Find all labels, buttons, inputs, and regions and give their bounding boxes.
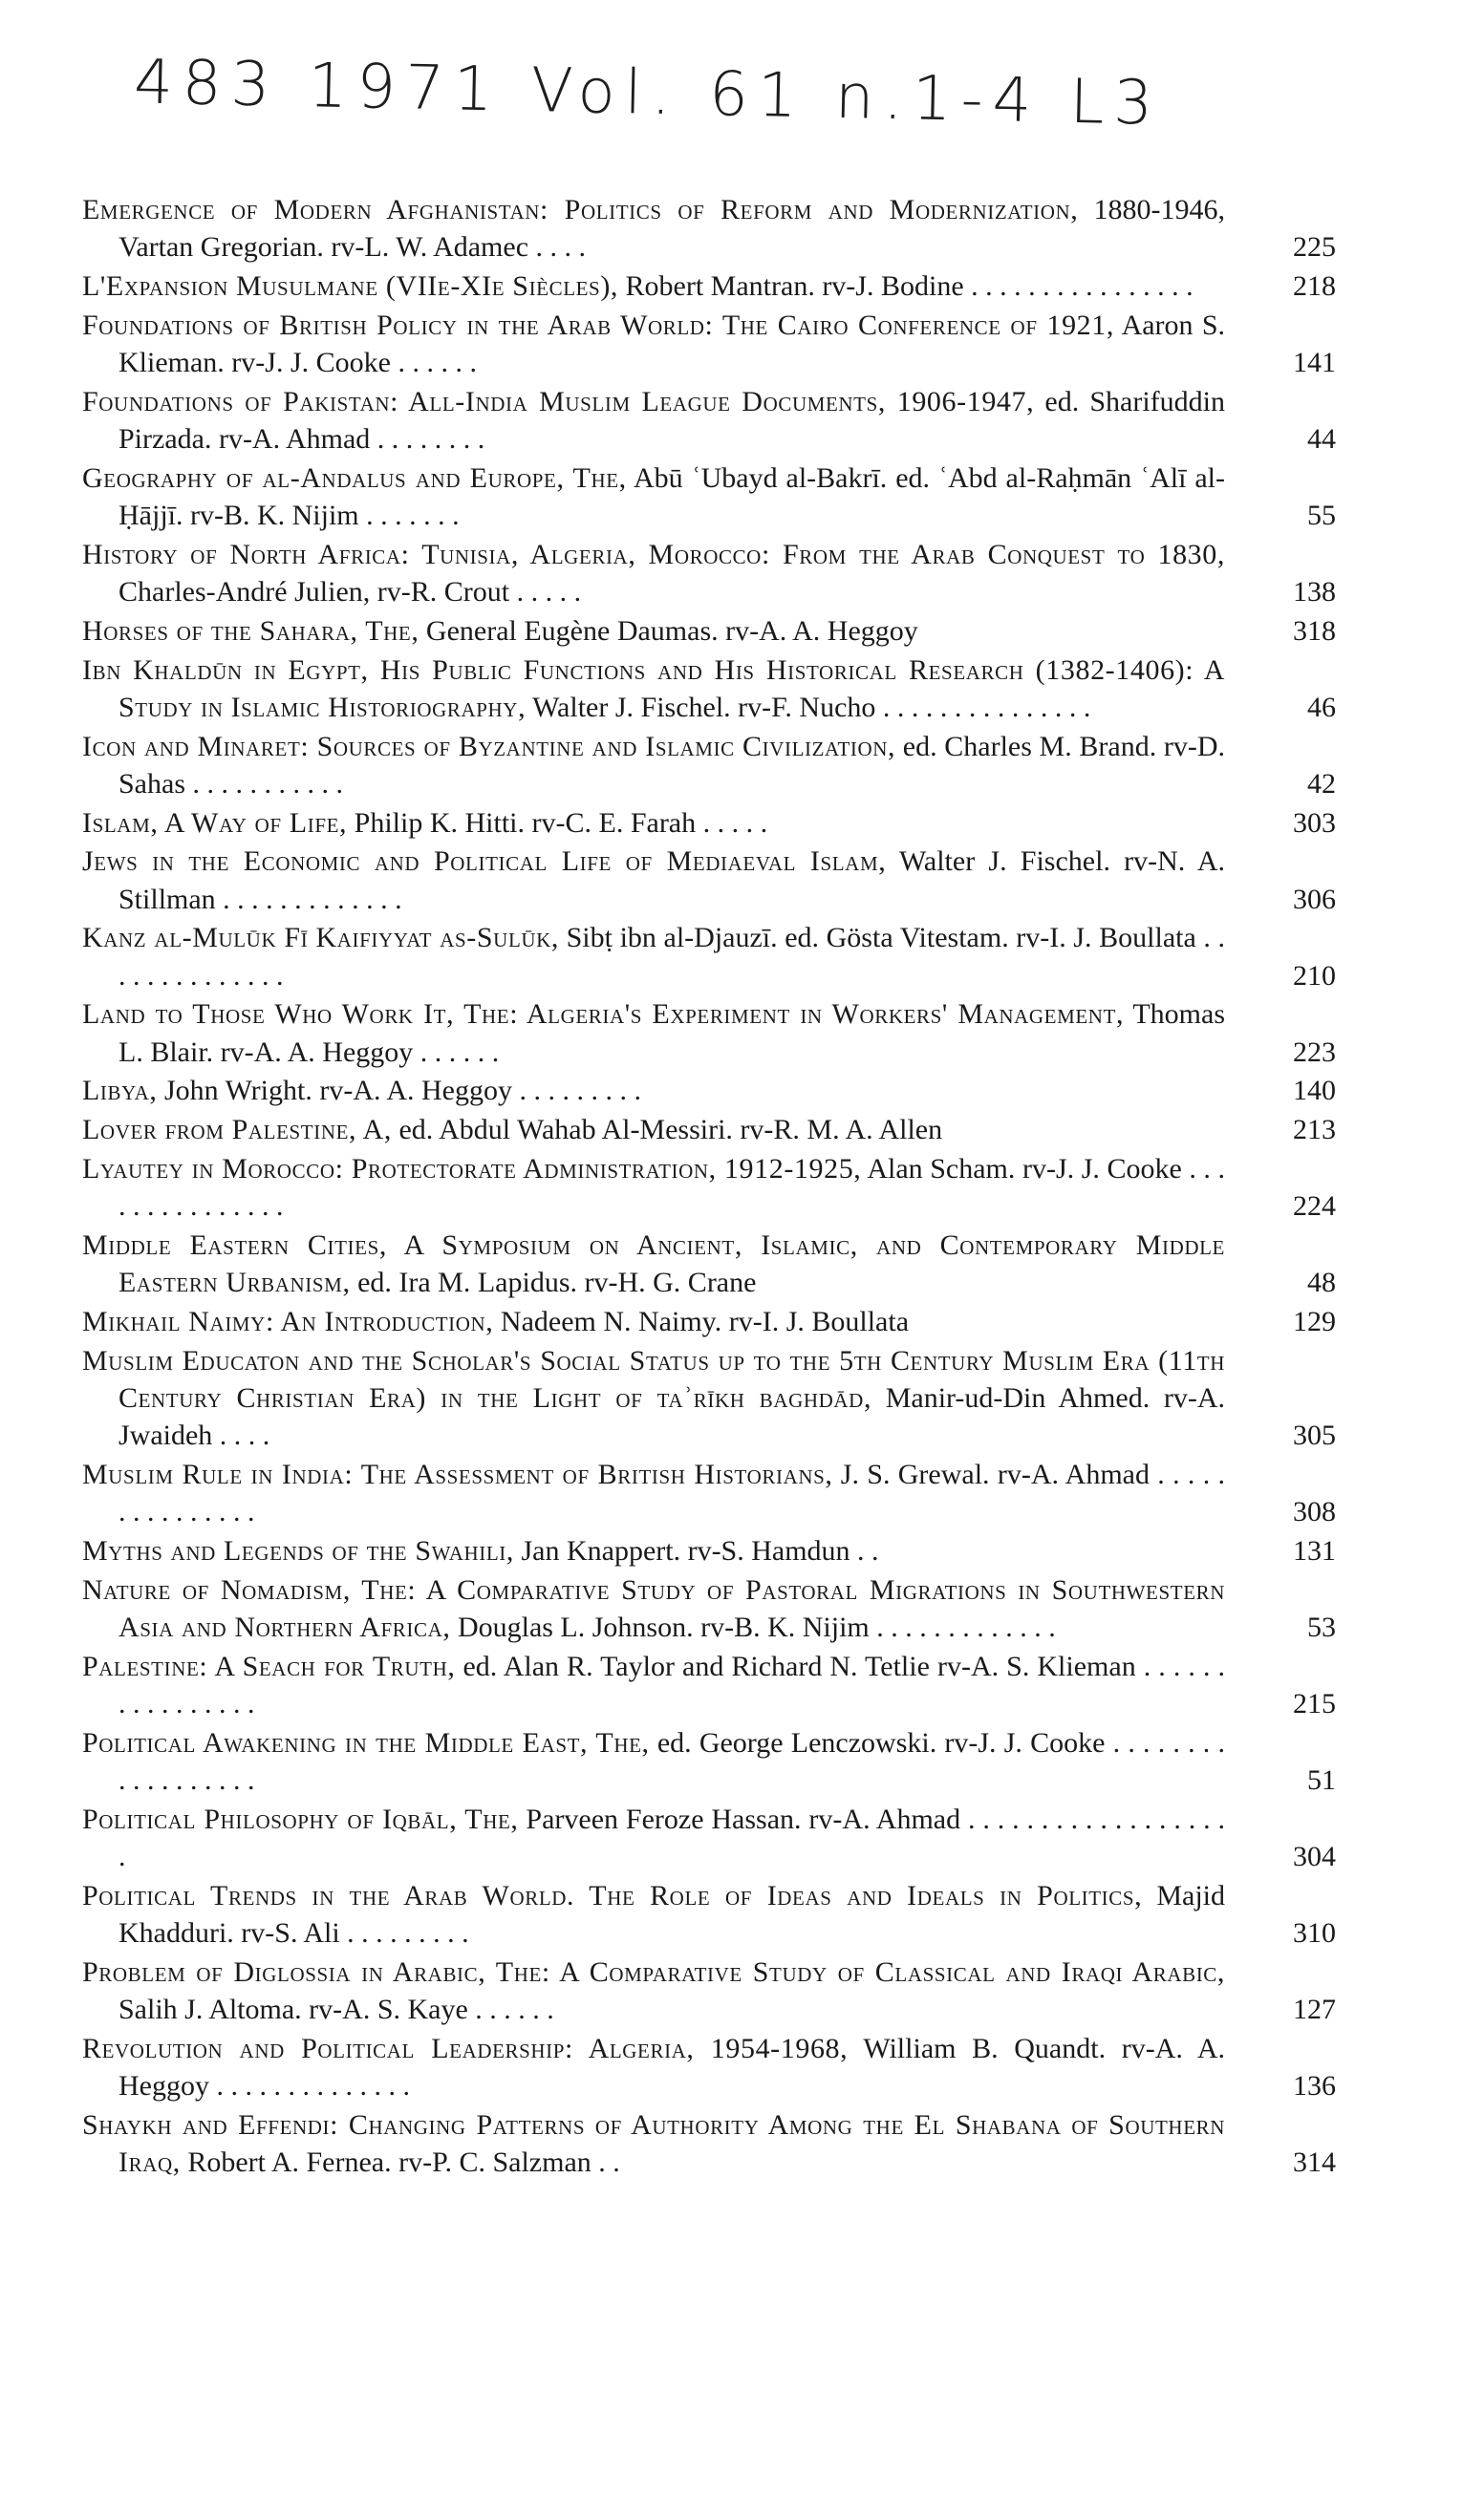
entry-title: Lyautey in Morocco: Protectorate Administration, 1912-1925,: [82, 1152, 862, 1185]
entry-title: Nature of Nomadism, The: A Comparative Study of Pastoral Migrations in Southwestern Asia and Northern Africa,: [82, 1573, 1225, 1643]
entry-details: Philip K. Hitti. rv-C. E. Farah . . . . .: [347, 806, 768, 839]
entry-details: 1880-1946, Vartan Gregorian. rv-L. W. Adamec . . . .: [118, 194, 1225, 264]
entry-title: Islam, A Way of Life,: [82, 806, 348, 839]
page-number: 140: [1293, 1075, 1336, 1107]
page-number: 55: [1307, 500, 1336, 531]
entry-title: Foundations of Pakistan: All-India Muslim League Documents, 1906-1947,: [82, 385, 1035, 417]
handwritten-call-number: 483 1971 Vol. 61 n.1-4 L3: [133, 47, 1163, 139]
entry-details: ed. Charles M. Brand. rv-D. Sahas . . . . . . . . . . .: [118, 730, 1225, 800]
index-entry: [82, 1571, 1336, 1646]
index-entry: [82, 1532, 1336, 1570]
index-entry: [82, 919, 1336, 993]
page-number: 129: [1293, 1305, 1336, 1337]
index-entry: [82, 843, 1336, 917]
entry-details: Robert A. Fernea. rv-P. C. Salzman . .: [180, 2146, 620, 2178]
entry-details: Douglas L. Johnson. rv-B. K. Nijim . . . . . . . . . . . . .: [450, 1611, 1056, 1643]
entry-details: J. S. Grewal. rv-A. Ahmad . . . . . . . . . . . . . . .: [118, 1458, 1225, 1528]
entry-details: ed. Abdul Wahab Al-Messiri. rv-R. M. A. Allen: [391, 1114, 943, 1146]
page-number: 310: [1293, 1916, 1336, 1949]
index-entry: [82, 804, 1336, 842]
index-entry: [82, 1456, 1336, 1530]
page-number: 225: [1293, 231, 1336, 264]
page-number: 48: [1307, 1267, 1336, 1299]
page-number: 306: [1293, 883, 1336, 915]
index-entry: [82, 1724, 1336, 1799]
page-number: 53: [1307, 1611, 1336, 1643]
index-entry: [82, 383, 1336, 458]
page-number: 303: [1293, 806, 1336, 839]
page-number: 224: [1293, 1190, 1336, 1223]
page-number: 127: [1293, 1993, 1336, 2025]
entry-details: Majid Khadduri. rv-S. Ali . . . . . . . . .: [118, 1879, 1225, 1949]
page-number: 305: [1293, 1420, 1336, 1452]
entry-details: Nadeem N. Naimy. rv-I. J. Boullata: [493, 1305, 910, 1337]
entry-title: Palestine: A Seach for Truth,: [82, 1650, 456, 1682]
index-entry: [82, 1150, 1336, 1225]
entry-title: Kanz al-Mulūk Fī Kaifiyyat as-Sulūk,: [82, 922, 560, 954]
entry-details: ed. George Lenczowski. rv-J. J. Cooke . . . . . . . . . . . . . . . . . .: [118, 1726, 1225, 1796]
page-number: 213: [1293, 1114, 1336, 1146]
page-number: 44: [1307, 423, 1336, 455]
entry-title: Problem of Diglossia in Arabic, The: A Comparative Study of Classical and Iraqi Arabic,: [82, 1955, 1225, 1988]
entry-details: General Eugène Daumas. rv-A. A. Heggoy: [419, 614, 918, 647]
entry-title: Political Awakening in the Middle East, The,: [82, 1726, 650, 1759]
entry-title: Jews in the Economic and Political Life of Mediaeval Islam,: [82, 845, 887, 878]
entry-title: History of North Africa: Tunisia, Algeria, Morocco: From the Arab Conquest to 1830,: [82, 538, 1225, 570]
entry-title: Shaykh and Effendi: Changing Patterns of Authority Among the El Shabana of Southern Iraq,: [82, 2108, 1225, 2178]
entry-details: Parveen Feroze Hassan. rv-A. Ahmad . . . . . . . . . . . . . . . . . . .: [118, 1803, 1225, 1872]
entry-title: Muslim Educaton and the Scholar's Social Status up to the 5th Century Muslim Era (11th Century Christian Era) in the Light of taʾrīkh baghdād,: [82, 1344, 1225, 1414]
index-entry: [82, 1111, 1336, 1148]
entry-details: Thomas L. Blair. rv-A. A. Heggoy . . . . . .: [118, 998, 1225, 1068]
entry-details: Manir-ud-Din Ahmed. rv-A. Jwaideh . . . .: [118, 1381, 1225, 1452]
index-entry: [82, 1877, 1336, 1952]
page-number: 131: [1293, 1534, 1336, 1567]
entry-title: Muslim Rule in India: The Assessment of British Historians,: [82, 1458, 833, 1490]
entry-details: Robert Mantran. rv-J. Bodine . . . . . . . . . . . . . . . .: [618, 270, 1194, 302]
page-number: 51: [1307, 1763, 1336, 1796]
entry-title: Mikhail Naimy: An Introduction,: [82, 1305, 494, 1337]
entry-title: Ibn Khaldūn in Egypt, His Public Functions and His Historical Research (1382-1406): A Study in Islamic Historiography,: [82, 653, 1225, 723]
entry-details: Walter J. Fischel. rv-F. Nucho . . . . . . . . . . . . . . .: [526, 691, 1091, 723]
index-entry: [82, 307, 1336, 381]
entry-title: Horses of the Sahara, The,: [82, 614, 419, 647]
entry-title: Revolution and Political Leadership: Algeria, 1954-1968,: [82, 2032, 849, 2064]
entry-details: Salih J. Altoma. rv-A. S. Kaye . . . . . .: [118, 1993, 554, 2025]
page-number: 42: [1307, 767, 1336, 800]
entry-title: Geography of al-Andalus and Europe, The,: [82, 461, 627, 494]
page-number: 308: [1293, 1496, 1336, 1528]
entry-title: Foundations of British Policy in the Arab World: The Cairo Conference of 1921,: [82, 309, 1114, 341]
page-number: 218: [1293, 270, 1336, 302]
entry-details: Sibṭ ibn al-Djauzī. ed. Gösta Vitestam. rv-I. J. Boullata . . . . . . . . . . . . . .: [118, 922, 1226, 992]
entry-title: Lover from Palestine, A,: [82, 1114, 392, 1146]
entry-details: Alan Scham. rv-J. J. Cooke . . . . . . . . . . . . . . .: [118, 1152, 1226, 1223]
entry-details: William B. Quandt. rv-A. A. Heggoy . . . . . . . . . . . . . .: [118, 2032, 1226, 2102]
page-number: 138: [1293, 576, 1336, 608]
index-entry: [82, 1303, 1336, 1340]
index-entry: [82, 651, 1336, 726]
index-entry: [82, 612, 1336, 650]
index-entry: [82, 536, 1336, 610]
index-entry: [82, 1072, 1336, 1109]
page-number: 314: [1293, 2146, 1336, 2178]
entry-title: Middle Eastern Cities, A Symposium on Ancient, Islamic, and Contemporary Middle Eastern Urbanism,: [82, 1228, 1225, 1299]
page-number: 223: [1293, 1036, 1336, 1068]
entry-title: L'Expansion Musulmane (VIIe-XIe Siècles),: [82, 270, 619, 302]
index-entry: [82, 1648, 1336, 1722]
index-entry: [82, 267, 1336, 305]
entry-title: Libya,: [82, 1075, 158, 1107]
entry-details: ed. Sharifuddin Pirzada. rv-A. Ahmad . . . . . . . .: [118, 385, 1226, 455]
index-entry: [82, 459, 1336, 534]
page-number: 304: [1293, 1840, 1336, 1872]
page-number: 141: [1293, 347, 1336, 378]
index-entry: [82, 995, 1336, 1070]
index-entry: [82, 2106, 1336, 2181]
entry-details: John Wright. rv-A. A. Heggoy . . . . . . . . .: [157, 1075, 641, 1107]
page-number: 215: [1293, 1687, 1336, 1719]
index-entry: [82, 728, 1336, 802]
page-number: 136: [1293, 2069, 1336, 2102]
entry-details: Walter J. Fischel. rv-N. A. Stillman . . . . . . . . . . . . .: [118, 845, 1226, 915]
entry-title: Land to Those Who Work It, The: Algeria's Experiment in Workers' Management,: [82, 998, 1125, 1031]
entry-details: ed. Alan R. Taylor and Richard N. Tetlie rv-A. S. Klieman . . . . . . . . . . . . . . . .: [118, 1650, 1225, 1719]
index-entry: [82, 1954, 1336, 2028]
page-number: 318: [1293, 614, 1336, 647]
index-entry: [82, 1342, 1336, 1455]
index-entry: [82, 1801, 1336, 1875]
book-review-index: [82, 191, 1336, 2183]
entry-details: ed. Ira M. Lapidus. rv-H. G. Crane: [350, 1267, 757, 1299]
entry-title: Myths and Legends of the Swahili,: [82, 1534, 514, 1567]
index-entry: [82, 2030, 1336, 2104]
entry-details: Charles-André Julien, rv-R. Crout . . . . .: [118, 576, 582, 608]
index-entry: [82, 1227, 1336, 1301]
page-number: 46: [1307, 691, 1336, 723]
page-number: 210: [1293, 959, 1336, 992]
entry-details: Abū ʿUbayd al-Bakrī. ed. ʿAbd al-Raḥmān ʿAlī al-Ḥājjī. rv-B. K. Nijim . . . . . . .: [118, 461, 1225, 531]
entry-title: Political Trends in the Arab World. The Role of Ideas and Ideals in Politics,: [82, 1879, 1143, 1911]
index-entry: [82, 191, 1336, 266]
entry-title: Political Philosophy of Iqbāl, The,: [82, 1803, 519, 1835]
entry-details: Aaron S. Klieman. rv-J. J. Cooke . . . . . .: [118, 309, 1226, 378]
entry-details: Jan Knappert. rv-S. Hamdun . .: [513, 1534, 879, 1567]
entry-title: Icon and Minaret: Sources of Byzantine and Islamic Civilization,: [82, 730, 896, 762]
entry-title: Emergence of Modern Afghanistan: Politics of Reform and Modernization,: [82, 194, 1079, 225]
